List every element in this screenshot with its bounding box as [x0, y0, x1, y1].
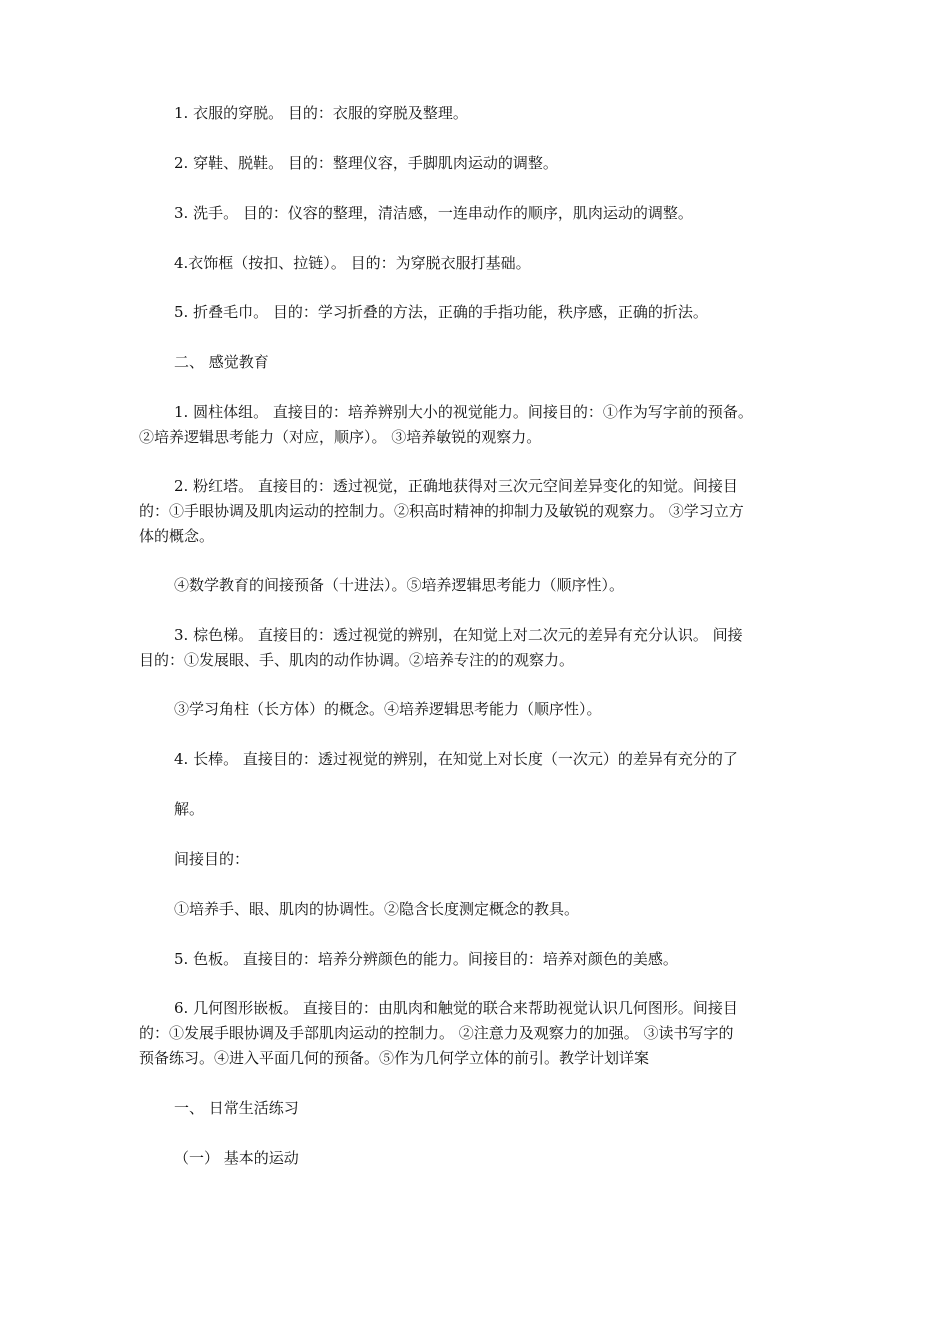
paragraph-color-tablets	[139, 947, 819, 972]
paragraph-line: 3. 洗手。 目的：仪容的整理，清洁感，一连串动作的顺序，肌肉运动的调整。	[174, 204, 693, 222]
paragraph-shoes	[139, 151, 819, 176]
paragraph-long-rods	[139, 747, 819, 772]
paragraph-line: 预备练习。④进入平面几何的预备。⑤作为几何学立体的前引。教学计划详案	[139, 1049, 650, 1067]
paragraph-line: ②培养逻辑思考能力（对应，顺序）。 ③培养敏锐的观察力。	[139, 428, 542, 446]
paragraph-line: 6. 几何图形嵌板。 直接目的：由肌肉和触觉的联合来帮助视觉认识几何图形。间接目	[174, 999, 738, 1017]
paragraph-clothes-dressing	[139, 101, 819, 126]
subsection-heading: （一） 基本的运动	[174, 1149, 299, 1167]
paragraph-pink-tower-indirect	[139, 573, 819, 598]
paragraph-line: 的：①发展手眼协调及手部肌肉运动的控制力。 ②注意力及观察力的加强。 ③读书写字的	[139, 1024, 734, 1042]
paragraph-pink-tower	[139, 474, 819, 549]
paragraph-line: 间接目的：	[174, 850, 250, 868]
section-heading-sensory-education	[139, 350, 819, 375]
paragraph-line: 4.衣饰框（按扣、拉链）。 目的：为穿脱衣服打基础。	[174, 254, 531, 272]
paragraph-line: 5. 色板。 直接目的：培养分辨颜色的能力。间接目的：培养对颜色的美感。	[174, 950, 678, 968]
paragraph-long-rods-continued	[139, 797, 819, 822]
paragraph-line: ③学习角柱（长方体）的概念。④培养逻辑思考能力（顺序性）。	[174, 700, 602, 718]
section-heading: 二、 感觉教育	[174, 353, 269, 371]
paragraph-towel-folding	[139, 300, 819, 325]
paragraph-line: 2. 穿鞋、脱鞋。 目的：整理仪容，手脚肌肉运动的调整。	[174, 154, 558, 172]
subsection-heading-basic-movement	[139, 1146, 819, 1171]
section-heading: 一、 日常生活练习	[174, 1099, 299, 1117]
paragraph-line: 3. 棕色梯。 直接目的：透过视觉的辨别，在知觉上对二次元的差异有充分认识。 间接	[174, 626, 743, 644]
paragraph-long-rods-indirect	[139, 897, 819, 922]
paragraph-line: 的：①手眼协调及肌肉运动的控制力。②积高时精神的抑制力及敏锐的观察力。 ③学习立方	[139, 502, 744, 520]
paragraph-indirect-purpose-label	[139, 847, 819, 872]
paragraph-line: 目的：①发展眼、手、肌肉的动作协调。②培养专注的的观察力。	[139, 651, 575, 669]
section-heading-daily-life	[139, 1096, 819, 1121]
paragraph-line: 解。	[174, 800, 205, 818]
paragraph-line: 2. 粉红塔。 直接目的：透过视觉，正确地获得对三次元空间差异变化的知觉。间接目	[174, 477, 738, 495]
paragraph-brown-stair-concept	[139, 697, 819, 722]
paragraph-cylinder-blocks	[139, 400, 819, 450]
paragraph-brown-stair	[139, 623, 819, 673]
paragraph-line: 1. 衣服的穿脱。 目的：衣服的穿脱及整理。	[174, 104, 468, 122]
paragraph-line: ①培养手、眼、肌肉的协调性。②隐含长度测定概念的教具。	[174, 900, 580, 918]
paragraph-line: 5. 折叠毛巾。 目的：学习折叠的方法，正确的手指功能，秩序感，正确的折法。	[174, 303, 708, 321]
paragraph-line: 体的概念。	[139, 527, 215, 545]
paragraph-line: ④数学教育的间接预备（十进法）。⑤培养逻辑思考能力（顺序性）。	[174, 576, 625, 594]
paragraph-hand-washing	[139, 201, 819, 226]
paragraph-geometric-cabinet	[139, 996, 819, 1071]
paragraph-line: 1. 圆柱体组。 直接目的：培养辨别大小的视觉能力。间接目的：①作为写字前的预备。	[174, 403, 753, 421]
paragraph-line: 4. 长棒。 直接目的：透过视觉的辨别，在知觉上对长度（一次元）的差异有充分的了	[174, 750, 738, 768]
paragraph-dressing-frame	[139, 251, 819, 276]
